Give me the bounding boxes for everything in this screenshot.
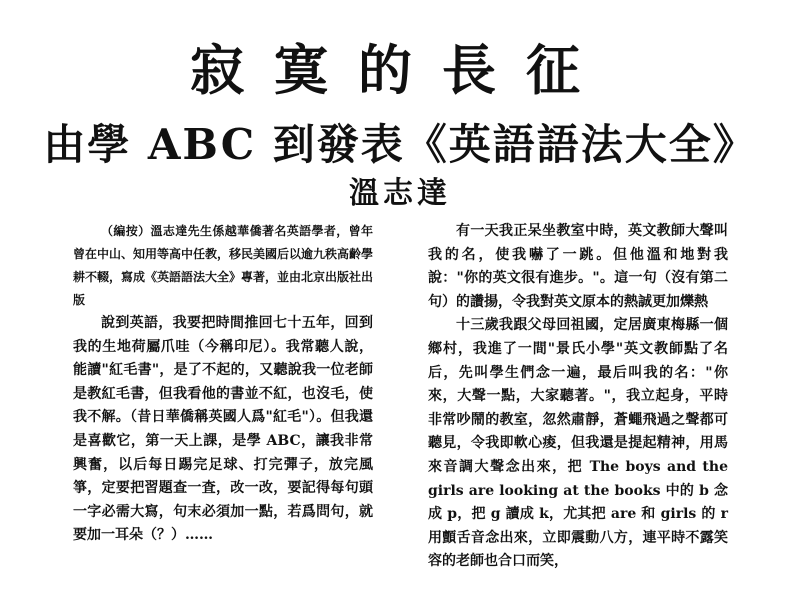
right-column bbox=[428, 220, 728, 574]
body-paragraph: 有一天我正呆坐教室中時，英文教師大聲叫我的名，使我嚇了一跳。但他溫和地對我說："你的英文很有進步。"。這一句（沒有第二句）的讚揚，令我對英文原本的熱誠更加爍熱 bbox=[428, 223, 728, 310]
article-subtitle: 由學 ABC 到發表《英語語法大全》 bbox=[43, 120, 757, 169]
editor-note: （編按）溫志達先生係越華僑著名英語學者，曾年曾在中山、知用等高中任教，移民美國后以逾九秩高齡學耕不輟，寫成《英語語法大全》專著，並由北京出版社出版 bbox=[73, 224, 374, 307]
article-title: 寂寞的長征 bbox=[190, 38, 610, 102]
body-paragraph: 十三歲我跟父母回祖國，定居廣東梅縣一個鄉村，我進了一間"景氏小學"英文教師點了名后，先叫學生們念一遍，最后叫我的名："你來，大聲一點，大家聽著。"，我立起身，平時非常吵鬧的教室，忽然肅靜，蒼蠅飛過之聲都可聽見，令我即軟心痠，但我還是提起精神，用馬來音調大聲念出來，把 The boys and the girls are looking at the books 中的 b 念成 p，把 g 讀成 k，尤其把 are 和 girls 的 r 用顫舌音念出來，立即震動八方，連平時不露笑容的老師也合口而笑， bbox=[428, 317, 728, 570]
left-column bbox=[73, 220, 373, 548]
body-paragraph: 說到英語，我要把時間推回七十五年，回到我的生地荷屬爪哇（今稱印尼）。我常聽人說，能讀"紅毛書"，是了不起的，又聽說我一位老師是教紅毛書，但我看他的書並不紅，也沒毛，使我不解。（昔日華僑稱英國人爲"紅毛"）。但我還是喜歡它，第一天上課，是學 ABC，讓我非常興奮，以后每日踢完足球、打完彈子，放完風箏，定要把習題查一査，改一改，要記得每句頭一字必需大寫，句末必須加一點，若爲問句，就要加一耳朵（？）…… bbox=[73, 315, 373, 544]
article-author: 溫志達 bbox=[349, 176, 451, 211]
